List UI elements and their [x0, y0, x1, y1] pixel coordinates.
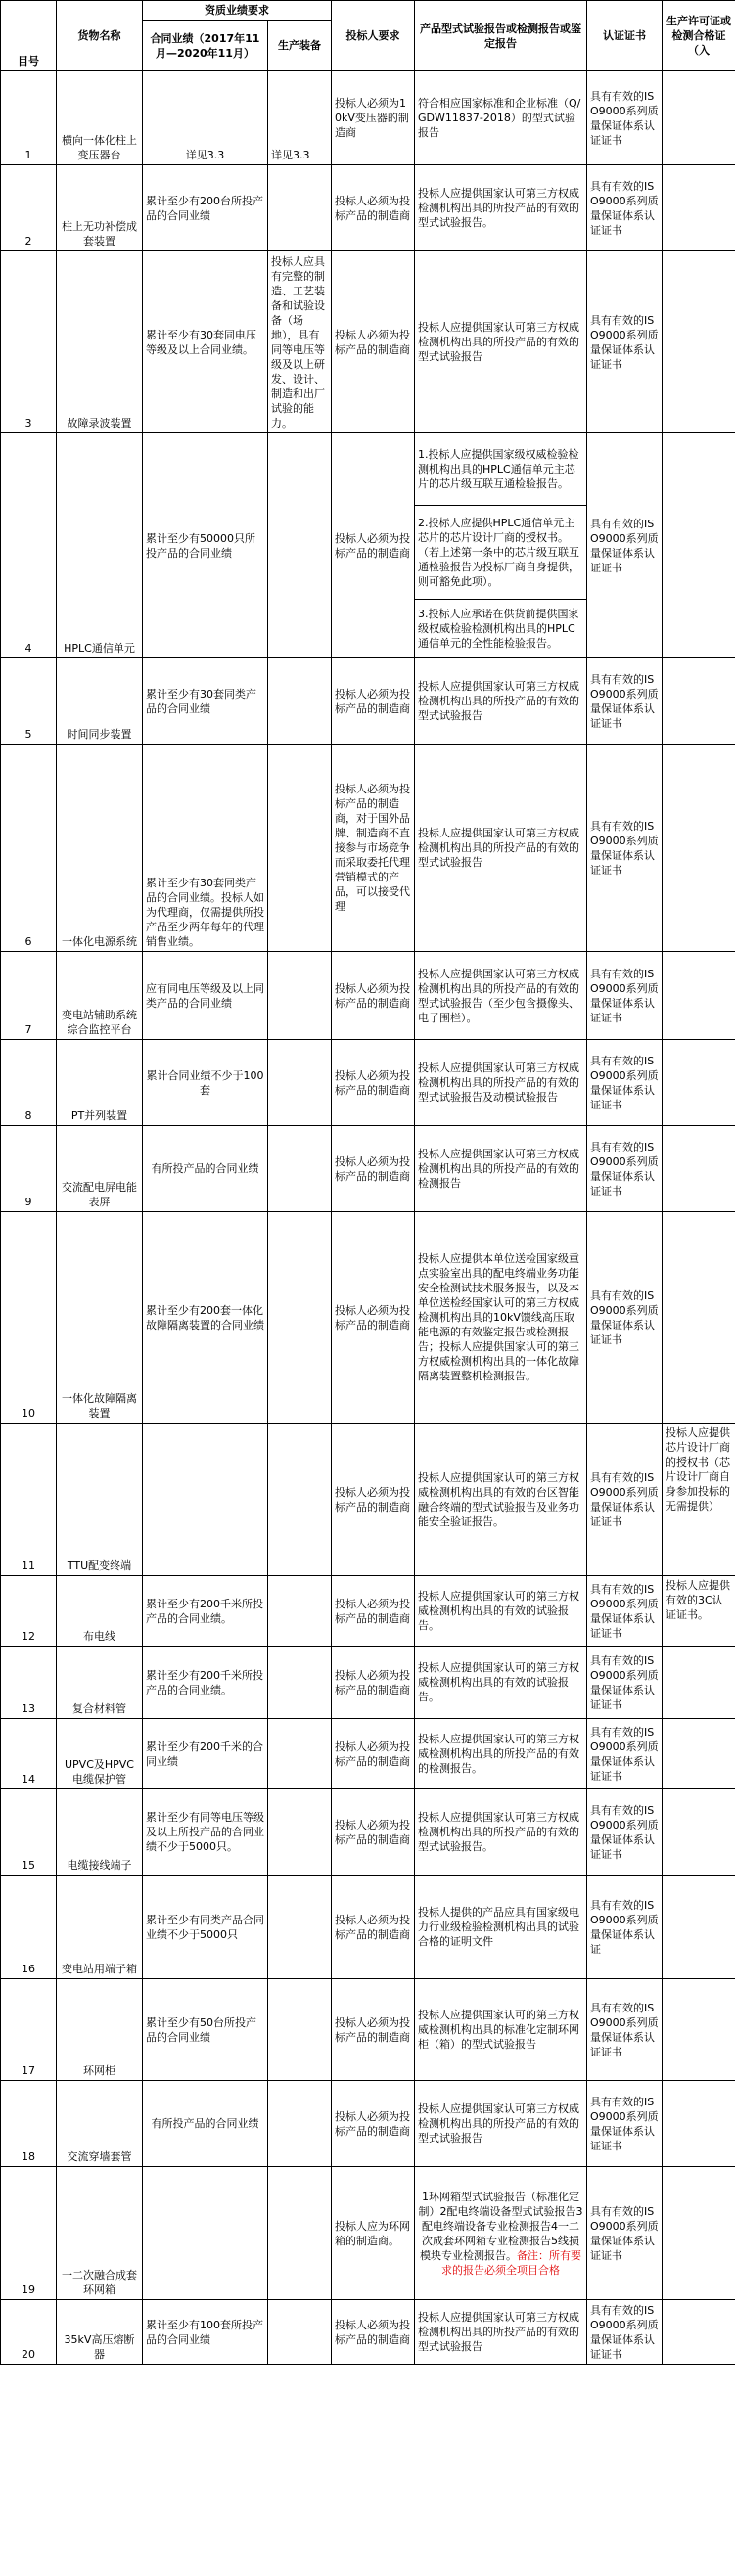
row-bidder: 投标人必须为投标产品的制造商 — [332, 1040, 415, 1126]
row-name: 35kV高压熔断器 — [57, 2300, 143, 2365]
row-test-3: 3.投标人应承诺在供货前提供国家级权威检验检测机构出具的HPLC通信单元的全性能检验报告。 — [415, 600, 587, 658]
row-license — [663, 71, 735, 165]
row-bidder: 投标人必须为投标产品的制造商 — [332, 2300, 415, 2365]
table-row — [1, 1212, 735, 1424]
row-license — [663, 1719, 735, 1789]
row-equip — [268, 658, 332, 745]
row-cert: 具有有效的ISO9000系列质量保证体系认证证书 — [587, 165, 663, 251]
row-test: 投标人应提供国家认可第三方权威检测机构出具的所投产品的有效的型式试验报告及动模试验报告 — [415, 1040, 587, 1126]
row-bidder: 投标人必须为投标产品的制造商 — [332, 433, 415, 658]
table-row — [1, 1126, 735, 1212]
row-name: 变电站用端子箱 — [57, 1876, 143, 1979]
row-bidder: 投标人必须为投标产品的制造商 — [332, 1979, 415, 2081]
row-cert: 具有有效的ISO9000系列质量保证体系认证证书 — [587, 1040, 663, 1126]
row-license — [663, 1040, 735, 1126]
table-row — [1, 952, 735, 1040]
row-license — [663, 1126, 735, 1212]
row-equip: 投标人应具有完整的制造、工艺装备和试验设备（场地），具有同等电压等级及以上研发、设计、制造和出厂试验的能力。 — [268, 251, 332, 433]
row-bidder: 投标人必须为投标产品的制造商，对于国外品牌、制造商不直接参与市场竞争而采取委托代理营销模式的产品，可以接受代理 — [332, 745, 415, 952]
header-cert: 认证证书 — [587, 1, 663, 71]
row-license — [663, 952, 735, 1040]
row-license — [663, 2081, 735, 2167]
row-contract: 累计至少有同类产品合同业绩不少于5000只 — [143, 1876, 268, 1979]
table-row — [1, 1876, 735, 1979]
row-cert: 具有有效的ISO9000系列质量保证体系认证证书 — [587, 433, 663, 658]
table-row — [1, 251, 735, 433]
row-no: 4 — [1, 433, 57, 658]
row-test: 投标人提供的产品应具有国家级电力行业级检验检测机构出具的试验合格的证明文件 — [415, 1876, 587, 1979]
header-name: 货物名称 — [57, 1, 143, 71]
header-contract: 合同业绩（2017年11月—2020年11月） — [143, 21, 268, 71]
row-cert: 具有有效的ISO9000系列质量保证体系认证证书 — [587, 1979, 663, 2081]
table-row — [1, 658, 735, 745]
row-license — [663, 745, 735, 952]
row-test: 投标人应提供国家认可第三方权威检测机构出具的所投产品的有效的型式试验报告 — [415, 658, 587, 745]
row-contract: 应有同电压等级及以上同类产品的合同业绩 — [143, 952, 268, 1040]
table-row — [1, 165, 735, 251]
row-no: 6 — [1, 745, 57, 952]
row-contract: 累计至少有200千米所投产品的合同业绩。 — [143, 1576, 268, 1647]
row-bidder: 投标人必须为投标产品的制造商 — [332, 1424, 415, 1576]
row-bidder: 投标人必须为投标产品的制造商 — [332, 1126, 415, 1212]
row-test-note: 备注：所有要求的报告必须全项目合格 — [441, 2248, 581, 2277]
row-cert: 具有有效的ISO9000系列质量保证体系认证证书 — [587, 1126, 663, 1212]
row-name: PT并列装置 — [57, 1040, 143, 1126]
row-license — [663, 1789, 735, 1876]
header-group: 资质业绩要求 — [143, 1, 332, 21]
row-no: 5 — [1, 658, 57, 745]
row-name: 一体化故障隔离装置 — [57, 1212, 143, 1424]
row-name: 交流穿墙套管 — [57, 2081, 143, 2167]
row-equip — [268, 1789, 332, 1876]
row-test-2: 2.投标人应提供HPLC通信单元主芯片的芯片设计厂商的授权书。（若上述第一条中的芯片级互联互通检验报告为投标厂商自身提供，则可豁免此项）。 — [415, 506, 587, 600]
row-no: 19 — [1, 2167, 57, 2300]
row-cert: 具有有效的ISO9000系列质量保证体系认证 — [587, 1876, 663, 1979]
row-cert: 具有有效的ISO9000系列质量保证体系认证证书 — [587, 1719, 663, 1789]
row-name: 故障录波装置 — [57, 251, 143, 433]
row-equip — [268, 2300, 332, 2365]
row-name: HPLC通信单元 — [57, 433, 143, 658]
row-bidder: 投标人必须为投标产品的制造商 — [332, 1719, 415, 1789]
header-license: 生产许可证或检测合格证（入 — [663, 1, 735, 71]
row-cert: 具有有效的ISO9000系列质量保证体系认证证书 — [587, 1576, 663, 1647]
row-cert: 具有有效的ISO9000系列质量保证体系认证证书 — [587, 2081, 663, 2167]
row-contract: 累计至少有100套所投产品的合同业绩 — [143, 2300, 268, 2365]
row-name: 一体化电源系统 — [57, 745, 143, 952]
row-contract: 详见3.3 — [143, 71, 268, 165]
row-cert: 具有有效的ISO9000系列质量保证体系认证证书 — [587, 1212, 663, 1424]
row-test: 投标人应提供国家认可第三方权威检测机构出具的所投产品的有效的型式试验报告（至少包含摄像头、电子围栏）。 — [415, 952, 587, 1040]
table-row — [1, 71, 735, 165]
row-cert: 具有有效的ISO9000系列质量保证体系认证证书 — [587, 658, 663, 745]
row-contract: 累计至少有200台所投产品的合同业绩 — [143, 165, 268, 251]
row-cert: 具有有效的ISO9000系列质量保证体系认证证书 — [587, 71, 663, 165]
row-test: 投标人应提供国家认可的第三方权威检测机构出具的所投产品的有效的检测报告。 — [415, 1719, 587, 1789]
table-row — [1, 1647, 735, 1719]
row-no: 10 — [1, 1212, 57, 1424]
row-cert: 具有有效的ISO9000系列质量保证体系认证证书 — [587, 1647, 663, 1719]
row-test: 投标人应提供国家认可第三方权威检测机构出具的所投产品的有效的型式试验报告。 — [415, 1789, 587, 1876]
row-bidder: 投标人必须为投标产品的制造商 — [332, 1212, 415, 1424]
row-bidder: 投标人必须为投标产品的制造商 — [332, 2081, 415, 2167]
table-row — [1, 1576, 735, 1647]
row-contract: 累计至少有30套同类产品的合同业绩。投标人如为代理商，仅需提供所投产品至少两年每年的代理销售业绩。 — [143, 745, 268, 952]
row-equip — [268, 2167, 332, 2300]
row-test: 投标人应提供国家认可的第三方权威检测机构出具的有效的台区智能融合终端的型式试验报告及业务功能安全验证报告。 — [415, 1424, 587, 1576]
row-license — [663, 2300, 735, 2365]
row-cert: 具有有效的ISO9000系列质量保证体系认证证书 — [587, 1789, 663, 1876]
row-cert: 具有有效的ISO9000系列质量保证体系认证证书 — [587, 2167, 663, 2300]
row-contract: 累计至少有50000只所投产品的合同业绩 — [143, 433, 268, 658]
table-row — [1, 1424, 735, 1576]
header-test: 产品型式试验报告或检测报告或鉴定报告 — [415, 1, 587, 71]
row-name: 交流配电屏电能表屏 — [57, 1126, 143, 1212]
row-equip — [268, 1576, 332, 1647]
row-test: 投标人应提供国家认可第三方权威检测机构出具的所投产品的有效的型式试验报告。 — [415, 165, 587, 251]
row-test: 投标人应提供国家认可第三方权威检测机构出具的所投产品的有效的型式试验报告 — [415, 2081, 587, 2167]
row-contract: 累计至少有200千米的合同业绩 — [143, 1719, 268, 1789]
header-equip: 生产装备 — [268, 21, 332, 71]
row-test: 投标人应提供国家认可的第三方权威检测机构出具的标准化定制环网柜（箱）的型式试验报告 — [415, 1979, 587, 2081]
table-row — [1, 2081, 735, 2167]
row-no: 14 — [1, 1719, 57, 1789]
row-bidder: 投标人必须为投标产品的制造商 — [332, 658, 415, 745]
table-row — [1, 1719, 735, 1789]
row-name: 布电线 — [57, 1576, 143, 1647]
row-bidder: 投标人必须为投标产品的制造商 — [332, 1789, 415, 1876]
row-name: 一二次融合成套环网箱 — [57, 2167, 143, 2300]
row-license — [663, 165, 735, 251]
row-name: 复合材料管 — [57, 1647, 143, 1719]
row-name: 变电站辅助系统综合监控平台 — [57, 952, 143, 1040]
row-name: 环网柜 — [57, 1979, 143, 2081]
row-no: 9 — [1, 1126, 57, 1212]
row-cert: 具有有效的ISO9000系列质量保证体系认证证书 — [587, 251, 663, 433]
row-cert: 具有有效的ISO9000系列质量保证体系认证证书 — [587, 1424, 663, 1576]
row-equip — [268, 165, 332, 251]
row-license — [663, 1876, 735, 1979]
row-license — [663, 2167, 735, 2300]
row-bidder: 投标人必须为投标产品的制造商 — [332, 1647, 415, 1719]
row-no: 16 — [1, 1876, 57, 1979]
row-equip — [268, 1719, 332, 1789]
row-equip — [268, 1876, 332, 1979]
row-bidder: 投标人必须为投标产品的制造商 — [332, 952, 415, 1040]
table-row — [1, 2300, 735, 2365]
row-equip — [268, 433, 332, 658]
row-equip — [268, 1647, 332, 1719]
header-no: 目号 — [1, 1, 57, 71]
row-name: 时间同步装置 — [57, 658, 143, 745]
table-row — [1, 433, 735, 506]
row-equip — [268, 2081, 332, 2167]
row-cert: 具有有效的ISO9000系列质量保证体系认证证书 — [587, 745, 663, 952]
row-no: 20 — [1, 2300, 57, 2365]
row-no: 1 — [1, 71, 57, 165]
row-test: 符合相应国家标准和企业标准（Q/GDW11837-2018）的型式试验报告 — [415, 71, 587, 165]
row-no: 12 — [1, 1576, 57, 1647]
row-test: 投标人应提供国家认可第三方权威检测机构出具的所投产品的有效的型式试验报告 — [415, 251, 587, 433]
row-equip — [268, 1424, 332, 1576]
row-no: 15 — [1, 1789, 57, 1876]
table-row — [1, 1979, 735, 2081]
row-contract — [143, 2167, 268, 2300]
row-test-1: 1.投标人应提供国家级权威检验检测机构出具的HPLC通信单元主芯片的芯片级互联互通检验报告。 — [415, 433, 587, 506]
row-no: 7 — [1, 952, 57, 1040]
row-name: 电缆接线端子 — [57, 1789, 143, 1876]
row-contract: 累计合同业绩不少于100套 — [143, 1040, 268, 1126]
row-license — [663, 1979, 735, 2081]
row-equip — [268, 1040, 332, 1126]
row-bidder: 投标人应为环网箱的制造商。 — [332, 2167, 415, 2300]
row-contract: 有所投产品的合同业绩 — [143, 1126, 268, 1212]
row-contract: 有所投产品的合同业绩 — [143, 2081, 268, 2167]
row-license — [663, 433, 735, 658]
row-equip — [268, 1979, 332, 2081]
row-no: 2 — [1, 165, 57, 251]
row-contract — [143, 1424, 268, 1576]
row-equip: 详见3.3 — [268, 71, 332, 165]
table-row — [1, 745, 735, 952]
table-row — [1, 1789, 735, 1876]
row-name: 柱上无功补偿成套装置 — [57, 165, 143, 251]
row-name: UPVC及HPVC电缆保护管 — [57, 1719, 143, 1789]
row-equip — [268, 952, 332, 1040]
table-row — [1, 2167, 735, 2300]
row-cert: 具有有效的ISO9000系列质量保证体系认证证书 — [587, 952, 663, 1040]
row-no: 13 — [1, 1647, 57, 1719]
row-test — [415, 2167, 587, 2300]
row-bidder: 投标人必须为10kV变压器的制造商 — [332, 71, 415, 165]
row-name: 横向一体化柱上变压器台 — [57, 71, 143, 165]
row-equip — [268, 1126, 332, 1212]
row-contract: 累计至少有200千米所投产品的合同业绩。 — [143, 1647, 268, 1719]
row-contract: 累计至少有30套同电压等级及以上合同业绩。 — [143, 251, 268, 433]
row-test: 投标人应提供国家认可的第三方权威检测机构出具的有效的试验报告。 — [415, 1576, 587, 1647]
row-test: 投标人应提供国家认可第三方权威检测机构出具的所投产品的有效的检测报告 — [415, 1126, 587, 1212]
row-bidder: 投标人必须为投标产品的制造商 — [332, 165, 415, 251]
header-bidder: 投标人要求 — [332, 1, 415, 71]
row-no: 18 — [1, 2081, 57, 2167]
table-row — [1, 1040, 735, 1126]
row-contract: 累计至少有同等电压等级及以上所投产品的合同业绩不少于5000只。 — [143, 1789, 268, 1876]
row-name: TTU配变终端 — [57, 1424, 143, 1576]
row-no: 17 — [1, 1979, 57, 2081]
row-no: 8 — [1, 1040, 57, 1126]
row-no: 11 — [1, 1424, 57, 1576]
row-bidder: 投标人必须为投标产品的制造商 — [332, 1576, 415, 1647]
row-license: 投标人应提供芯片设计厂商的授权书（芯片设计厂商自身参加投标的无需提供） — [663, 1424, 735, 1576]
row-test: 投标人应提供国家认可第三方权威检测机构出具的所投产品的有效的型式试验报告 — [415, 745, 587, 952]
row-contract: 累计至少有200套一体化故障隔离装置的合同业绩 — [143, 1212, 268, 1424]
row-license — [663, 658, 735, 745]
row-contract: 累计至少有50台所投产品的合同业绩 — [143, 1979, 268, 2081]
row-bidder: 投标人必须为投标产品的制造商 — [332, 251, 415, 433]
row-test: 投标人应提供国家认可第三方权威检测机构出具的所投产品的有效的型式试验报告 — [415, 2300, 587, 2365]
row-equip — [268, 745, 332, 952]
row-license — [663, 251, 735, 433]
row-license — [663, 1212, 735, 1424]
row-equip — [268, 1212, 332, 1424]
row-contract: 累计至少有30套同类产品的合同业绩 — [143, 658, 268, 745]
row-test: 投标人应提供国家认可的第三方权威检测机构出具的有效的试验报告。 — [415, 1647, 587, 1719]
row-cert: 具有有效的ISO9000系列质量保证体系认证证书 — [587, 2300, 663, 2365]
row-no: 3 — [1, 251, 57, 433]
row-license: 投标人应提供有效的3C认证证书。 — [663, 1576, 735, 1647]
row-test-text: 1环网箱型式试验报告（标准化定制）2配电终端设备型式试验报告3配电终端设备专业检测报告4一二次成套环网箱专业检测报告5线损模块专业检测报告。 — [418, 2190, 583, 2262]
row-bidder: 投标人必须为投标产品的制造商 — [332, 1876, 415, 1979]
row-license — [663, 1647, 735, 1719]
row-test: 投标人应提供本单位送检国家级重点实验室出具的配电终端业务功能安全检测试技术服务报告，以及本单位送检经国家认可的第三方权威检测机构出具的10kV馈线高压取能电源的有效鉴定报告或检测报告；投标人应提供国家认可的第三方权威检测机构出具的一体化故障隔离装置整机检测报告。 — [415, 1212, 587, 1424]
